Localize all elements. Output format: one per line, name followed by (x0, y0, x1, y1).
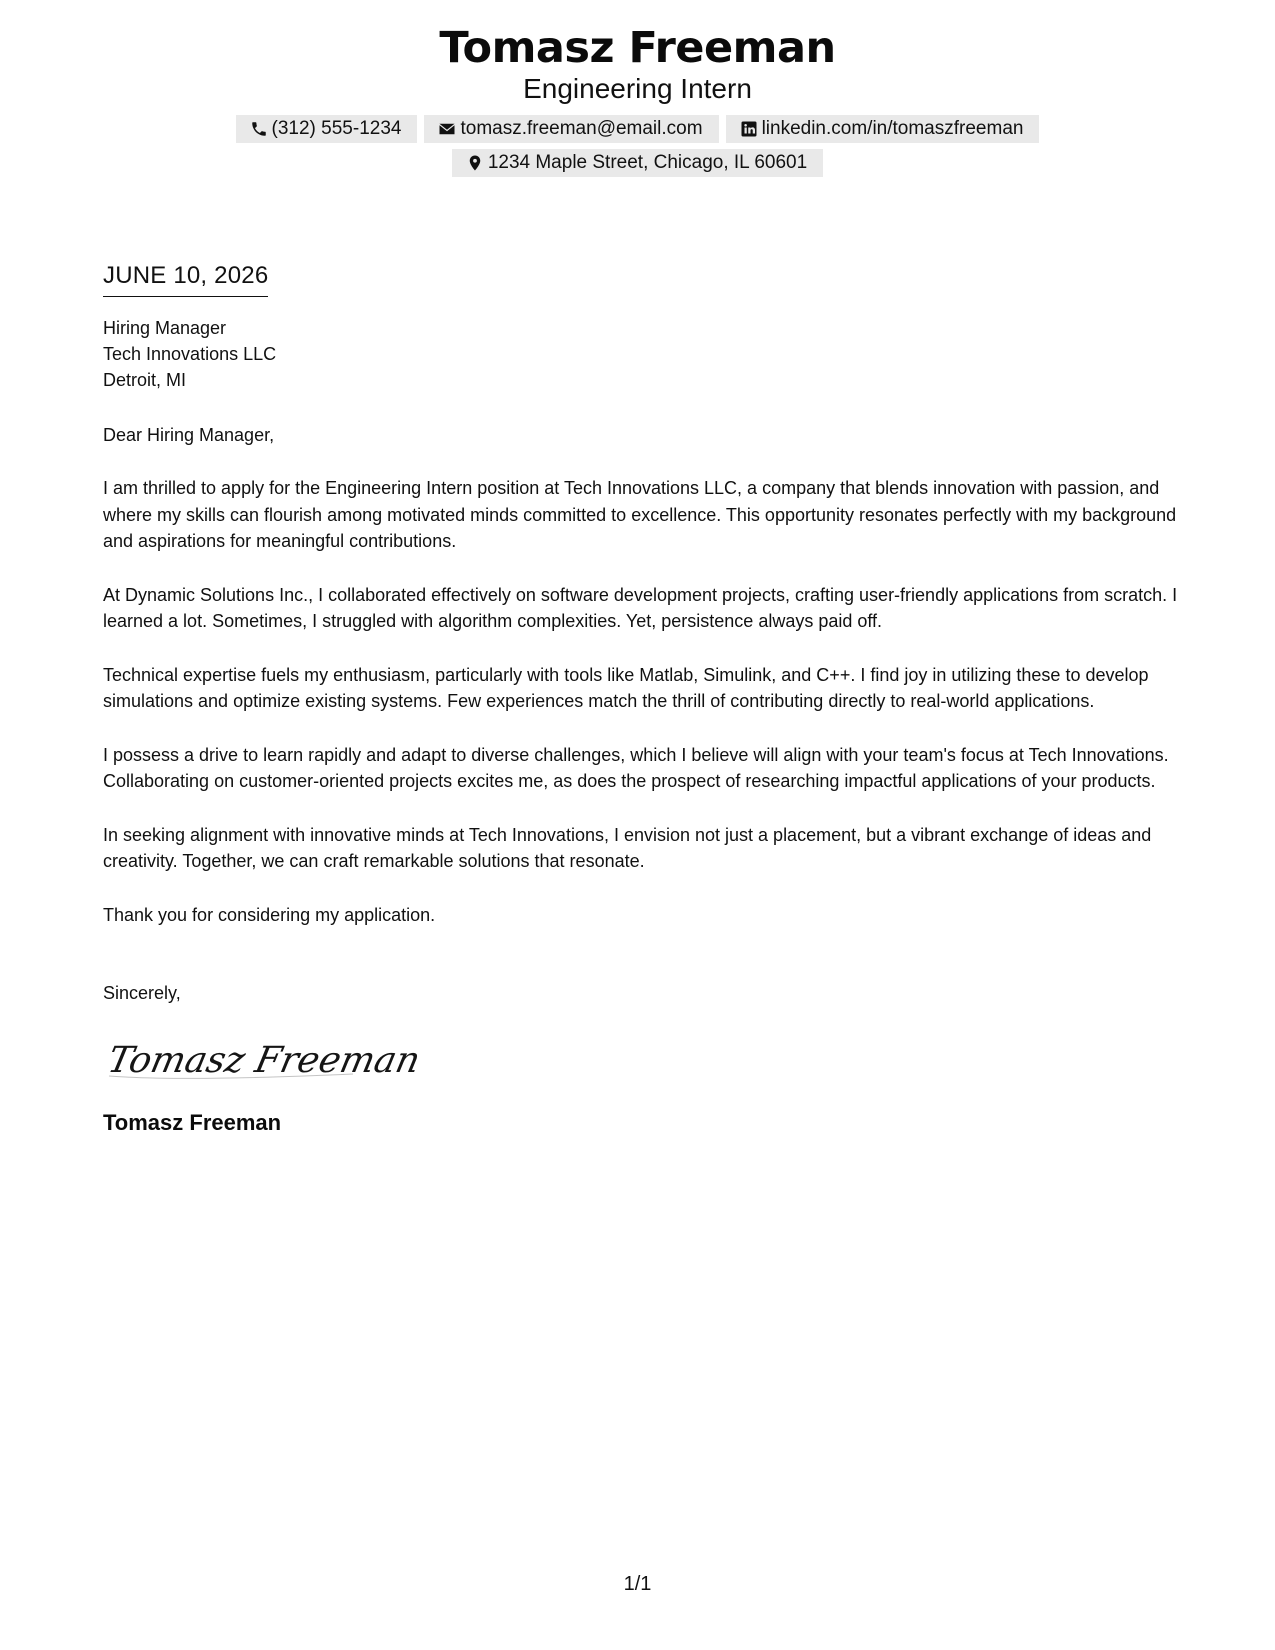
page-number: 1/1 (623, 1573, 652, 1595)
envelope-icon (438, 120, 456, 138)
address-text: 1234 Maple Street, Chicago, IL 60601 (487, 152, 808, 173)
handwritten-signature (103, 1030, 425, 1090)
recipient-line: Tech Innovations LLC (103, 344, 277, 364)
contact-email[interactable] (424, 115, 718, 143)
contact-linkedin[interactable] (726, 115, 1040, 143)
letter-header (0, 22, 1275, 177)
letter-body (103, 260, 1178, 1138)
recipient-block (103, 315, 1178, 393)
phone-text: (312) 555-1234 (271, 118, 402, 139)
contact-address (452, 149, 823, 177)
body-paragraph: In seeking alignment with innovative minds at Tech Innovations, I envision not just a placement, but a vibrant exchange of ideas and creativity. Together, we can craft remarkable solutions that resonate. (103, 824, 1152, 871)
body-paragraph: At Dynamic Solutions Inc., I collaborated effectively on software development projects, crafting user-friendly applications from scratch. I learned a lot. Sometimes, I struggled with algorithm complexities. Yet, persistence always paid off. (103, 584, 1178, 631)
salutation: Dear Hiring Manager, (103, 425, 275, 445)
signature-text: Tomasz Freeman (104, 1038, 425, 1081)
contact-row-address (0, 149, 1275, 177)
map-pin-icon (466, 154, 484, 172)
linkedin-text[interactable]: linkedin.com/in/tomaszfreeman (761, 118, 1024, 139)
letter-date: JUNE 10, 2026 (103, 260, 268, 297)
recipient-line: Hiring Manager (103, 318, 227, 338)
contact-row (0, 115, 1275, 143)
contact-phone (236, 115, 418, 143)
body-paragraph: Technical expertise fuels my enthusiasm, particularly with tools like Matlab, Simulink, and C++. I find joy in utilizing these to develop simulations and optimize existing systems. Few experiences match the thrill of contributing directly to real-world applications. (103, 664, 1149, 711)
body-paragraph: Thank you for considering my application. (103, 904, 436, 925)
body-paragraph: I possess a drive to learn rapidly and adapt to diverse challenges, which I believe will align with your team's focus at Tech Innovations. Collaborating on customer-oriented projects excites me, as does the prospect of researching impactful applications of your products. (103, 744, 1169, 791)
applicant-title: Engineering Intern (523, 73, 752, 104)
phone-icon (250, 120, 268, 138)
signer-name: Tomasz Freeman (103, 1110, 282, 1135)
recipient-line: Detroit, MI (103, 370, 187, 390)
body-paragraph: I am thrilled to apply for the Engineering Intern position at Tech Innovations LLC, a company that blends innovation with passion, and where my skills can flourish among motivated minds committed to excellence. This opportunity resonates perfectly with my background and aspirations for meaningful contributions. (103, 478, 1177, 551)
email-text[interactable]: tomasz.freeman@email.com (460, 118, 703, 139)
closing: Sincerely, (103, 983, 181, 1003)
applicant-name: Tomasz Freeman (439, 23, 836, 73)
linkedin-icon (740, 120, 758, 138)
